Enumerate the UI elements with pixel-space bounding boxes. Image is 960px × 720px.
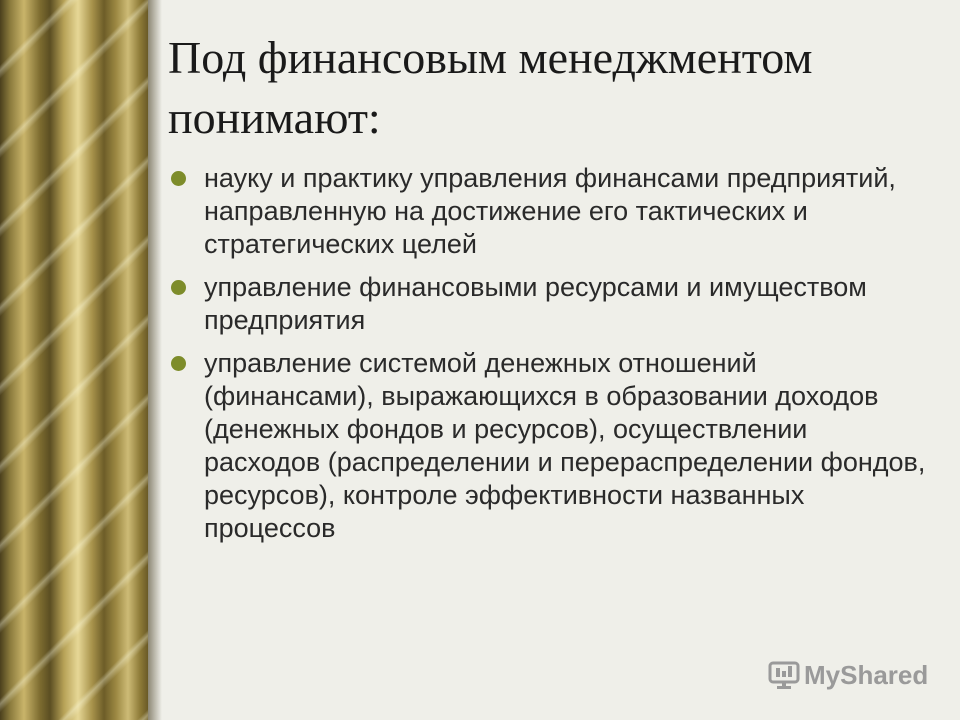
bullet-text: управление системой денежных отношений (финансами), выражающихся в образовании доходов (денежных фондов и ресурсов), осуществлении расходов (распределении и перераспределении фондов, ресурсов), контроле эффективности названных процессов	[204, 348, 926, 543]
bullet-dot-icon	[171, 280, 186, 295]
bullet-text: управление финансовыми ресурсами и имуществом предприятия	[204, 272, 867, 335]
presentation-board-icon	[768, 660, 800, 690]
bullet-dot-icon	[171, 171, 186, 186]
bullet-list	[168, 162, 928, 555]
bullet-text: науку и практику управления финансами предприятий, направленную на достижение его тактических и стратегических целей	[204, 163, 896, 259]
bullet-item	[168, 162, 928, 261]
pillar-shadow	[148, 0, 162, 720]
bullet-item	[168, 271, 928, 337]
watermark	[768, 658, 938, 692]
slide-title: Под финансовым менеджментом понимают:	[168, 32, 813, 143]
bullet-dot-icon	[171, 356, 186, 371]
decorative-gold-pillar	[0, 0, 148, 720]
watermark-text: MyShared	[804, 659, 929, 690]
bullet-item	[168, 347, 928, 545]
